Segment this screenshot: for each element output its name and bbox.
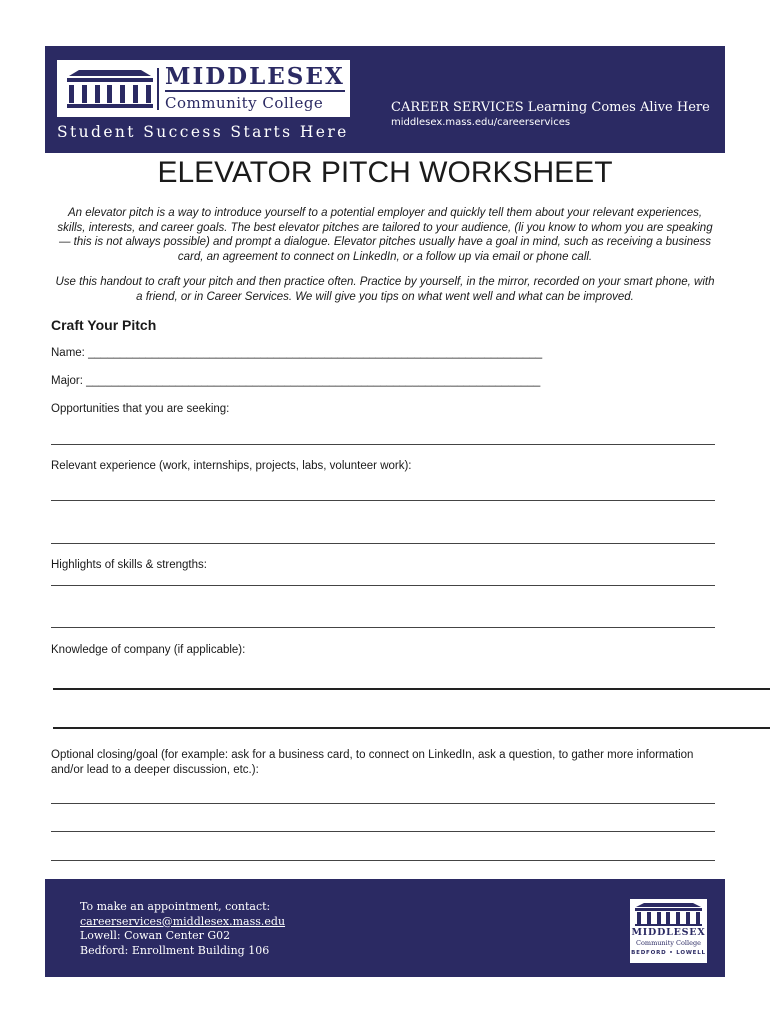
lowell-location: Lowell: Cowan Center G02: [80, 929, 231, 942]
footer-building-icon-roof: [636, 903, 701, 907]
career-services-url[interactable]: middlesex.mass.edu/careerservices: [391, 117, 571, 128]
name-field[interactable]: Name: _______________________________________________________________________: [51, 347, 543, 359]
footer-logo-campus: BEDFORD • LOWELL: [631, 950, 706, 956]
knowledge-line-1[interactable]: [53, 688, 770, 690]
closing-line-1[interactable]: [51, 803, 715, 804]
skills-line-1[interactable]: [51, 585, 715, 586]
skills-line-2[interactable]: [51, 627, 715, 628]
experience-line-2[interactable]: [51, 543, 715, 544]
logo-rule: [165, 90, 345, 92]
closing-line-3[interactable]: [51, 860, 715, 861]
footer-building-icon-beam: [635, 908, 702, 911]
experience-label: Relevant experience (work, internships, projects, labs, volunteer work):: [51, 460, 412, 472]
page-title: ELEVATOR PITCH WORKSHEET: [157, 156, 613, 189]
header-banner: [45, 46, 725, 153]
tagline: Student Success Starts Here: [57, 123, 349, 141]
career-services-title: CAREER SERVICES Learning Comes Alive Here: [391, 100, 710, 115]
building-icon-base: [67, 104, 153, 108]
footer-building-icon-base: [635, 924, 702, 926]
intro-paragraph-2: Use this handout to craft your pitch and then practice often. Practice by yourself, in the mirror, recorded on your smart phone, with a friend, or in Career Services. We will give you tips on what went well and what can be improved.: [55, 276, 715, 303]
contact-heading: To make an appointment, contact:: [80, 900, 271, 913]
knowledge-label: Knowledge of company (if applicable):: [51, 644, 246, 656]
footer-logo-subtitle: Community College: [636, 939, 701, 947]
section-title: Craft Your Pitch: [51, 317, 157, 333]
bedford-location: Bedford: Enrollment Building 106: [80, 943, 270, 957]
skills-label: Highlights of skills & strengths:: [51, 559, 207, 571]
closing-label: Optional closing/goal (for example: ask for a business card, to connect on LinkedIn, ask a question, to gather more information and/or lead to a deeper discussion, etc.):: [51, 749, 694, 776]
contact-info: [80, 900, 285, 958]
logo-subtitle: Community College: [165, 94, 324, 112]
intro-paragraph-1: An elevator pitch is a way to introduce yourself to a potential employer and quickly tell them about your relevant experiences, skills, interests, and career goals. The best elevator pitches are tailored to your audience, (li you know to whom you are speaking — this is not always possible) and prompt a dialogue. Elevator pitches usually have a goal in mind, such as receiving a business card, an agreement to connect on LinkedIn, or a follow up via email or phone call.: [57, 207, 713, 263]
knowledge-line-2[interactable]: [53, 727, 770, 729]
opportunities-line[interactable]: [51, 444, 715, 445]
building-icon-roof: [69, 70, 151, 76]
building-icon: [69, 85, 151, 103]
college-logo: [57, 60, 350, 117]
major-field[interactable]: Major: _______________________________________________________________________: [51, 375, 541, 387]
opportunities-label: Opportunities that you are seeking:: [51, 403, 230, 415]
experience-line-1[interactable]: [51, 500, 715, 501]
contact-email-link[interactable]: careerservices@middlesex.mass.edu: [80, 914, 286, 928]
logo-name: MIDDLESEX: [165, 63, 345, 90]
footer-banner: [45, 879, 725, 977]
footer-logo: [630, 899, 707, 963]
closing-line-2[interactable]: [51, 831, 715, 832]
building-icon-beam: [67, 78, 153, 82]
logo-divider: [157, 68, 159, 110]
footer-logo-name: MIDDLESEX: [631, 927, 706, 938]
footer-building-icon: [637, 912, 700, 924]
